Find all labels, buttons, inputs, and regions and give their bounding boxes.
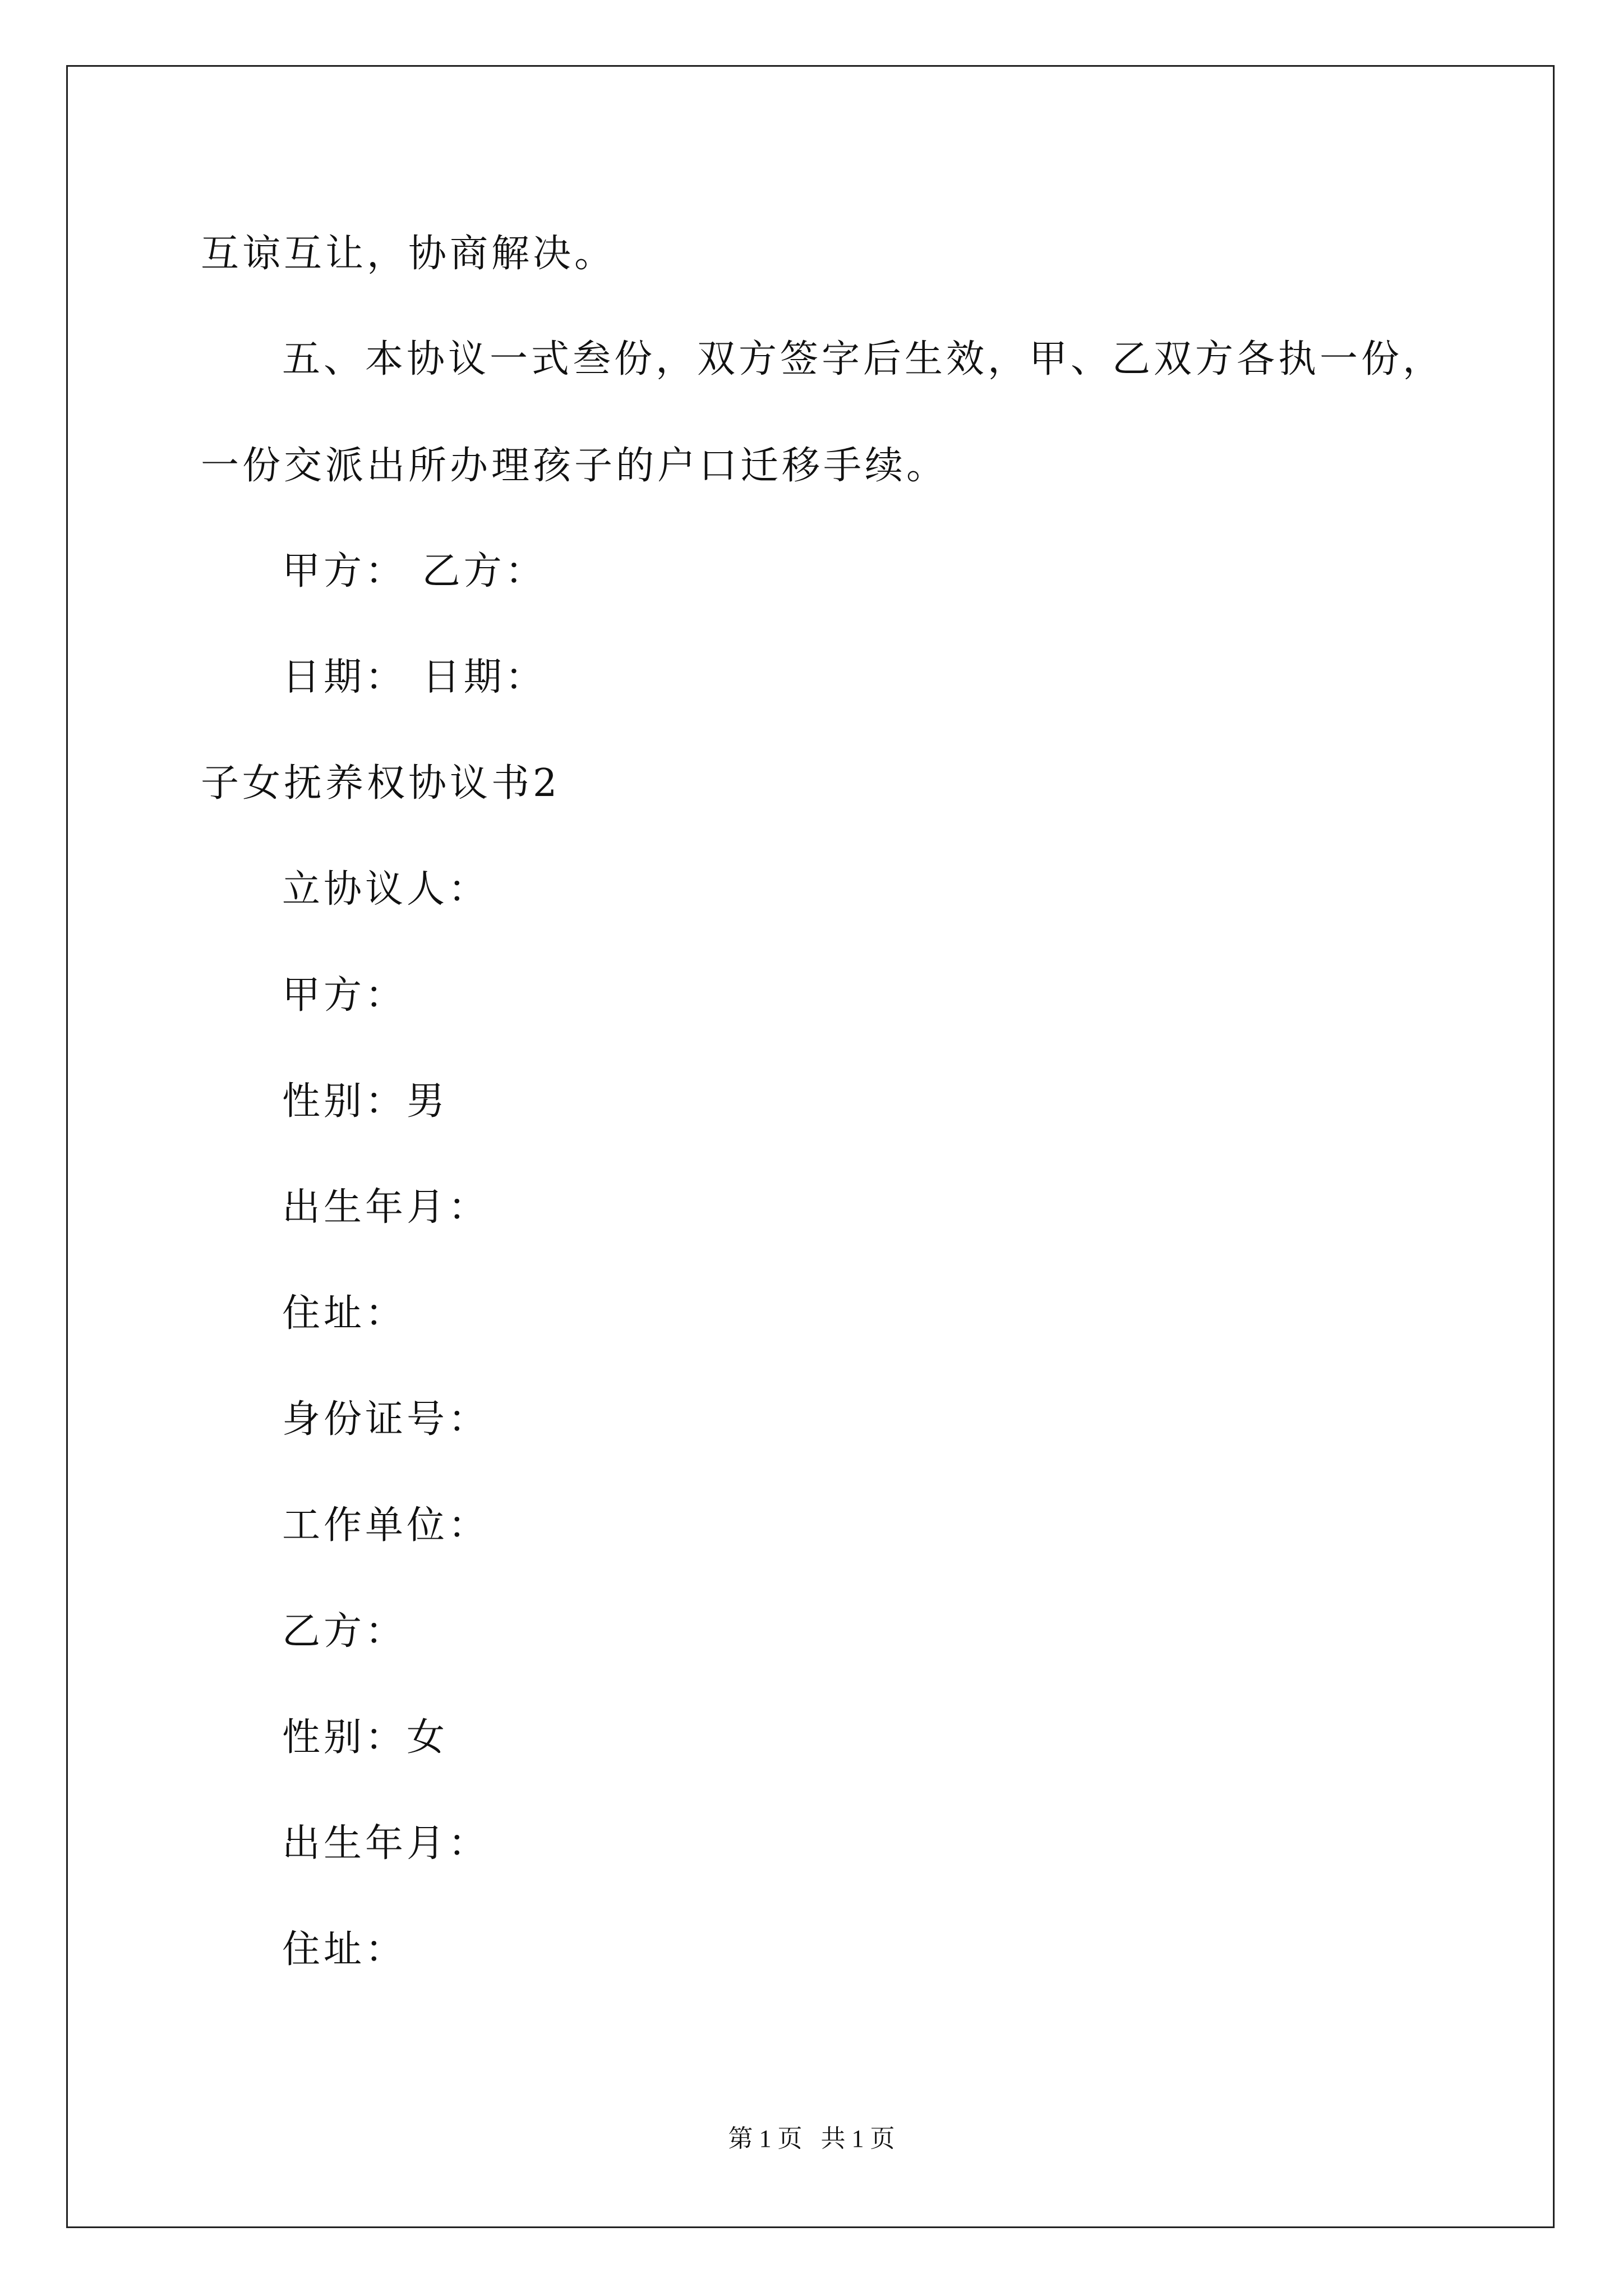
field-label: 出生年月： [282, 1185, 490, 1230]
signature-line-dates: 日期： 日期： [282, 655, 547, 700]
section-title: 子女抚养权协议书2 [201, 761, 561, 806]
field-label: 甲方： [282, 973, 407, 1018]
paragraph-text: 互谅互让，协商解决。 [201, 232, 616, 276]
field-label: 住址： [282, 1927, 407, 1972]
page-border [66, 65, 1555, 2228]
field-label: 工作单位： [282, 1503, 490, 1548]
field-label: 出生年月： [282, 1821, 490, 1866]
field-label: 身份证号： [282, 1397, 490, 1442]
field-label: 住址： [282, 1291, 407, 1336]
paragraph-text: 五、本协议一式叁份，双方签字后生效，甲、乙双方各执一份， [282, 337, 1445, 381]
paragraph-text: 一份交派出所办理孩子的户口迁移手续。 [201, 444, 948, 488]
signature-line-parties: 甲方： 乙方： [282, 549, 547, 593]
field-label: 乙方： [282, 1609, 407, 1654]
field-label: 立协议人： [282, 867, 490, 912]
page-number-footer: 第 1 页 共 1 页 [728, 2125, 895, 2152]
field-label: 性别：女 [282, 1715, 449, 1760]
field-label: 性别：男 [282, 1079, 449, 1124]
